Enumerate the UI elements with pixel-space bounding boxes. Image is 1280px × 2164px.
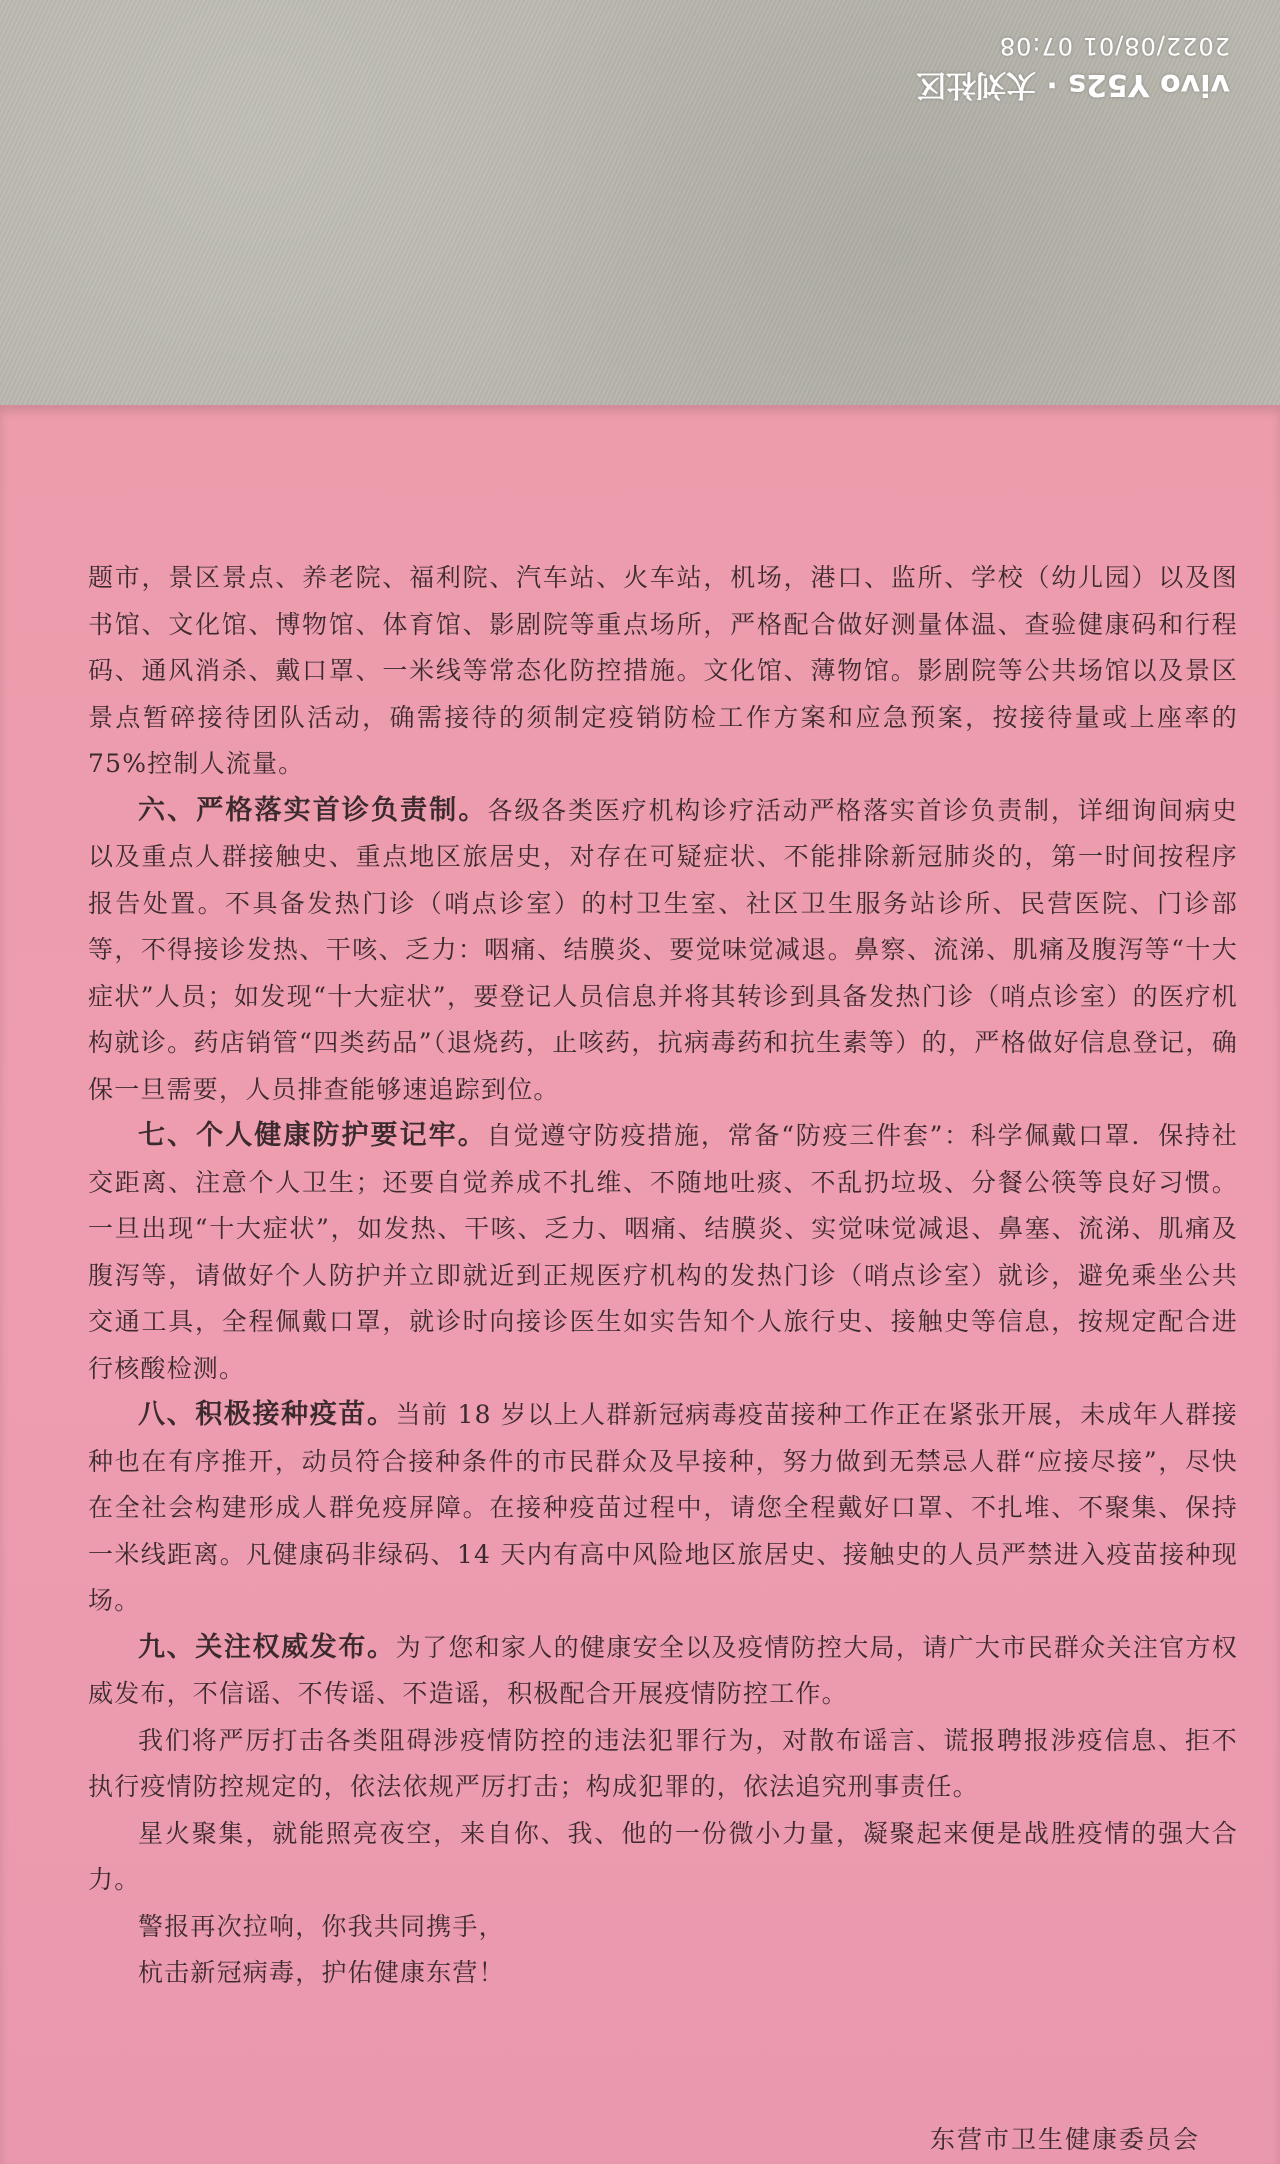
section-6 xyxy=(88,788,1238,1114)
watermark-datetime: 2022/08/01 07:08 xyxy=(998,32,1230,60)
section-8-body: 当前 18 岁以上人群新冠病毒疫苗接种工作正在紧张开展，未成年人群接种也在有序推开，动员符合接种条件的市民群众及早接种，努力做到无禁忌人群“应接尽接”，尽快在全社会构建形成人群免疫屏障。在接种疫苗过程中，请您全程戴好口罩、不扎堆、不聚集、保持一米线距离。凡健康码非绿码、14 天内有高中风险地区旅居史、接触史的人员严禁进入疫苗接种现场。 xyxy=(88,1400,1238,1615)
closing-line-4: 杭击新冠病毒，护佑健康东营！ xyxy=(138,1958,505,1987)
notice-paper xyxy=(0,405,1280,2164)
closing-paragraph-2: 星火聚集，就能照亮夜空，来自你、我、他的一份微小力量，凝聚起来便是战胜疫情的强大合力。 xyxy=(88,1818,1238,1894)
section-6-body: 各级各类医疗机构诊疗活动严格落实首诊负责制，详细询间病史以及重点人群接触史、重点地区旅居史，对存在可疑症状、不能排除新冠肺炎的，第一时间按程序报告处置。不具备发热门诊（哨点诊室）的村卫生室、社区卫生服务站诊所、民营医院、门诊部等，不得接诊发热、干咳、乏力：咽痛、结膜炎、要觉味觉减退。鼻察、流涕、肌痛及腹泻等“十大症状”人员；如发现“十大症状”，要登记人员信息并将其转诊到具备发热门诊（哨点诊室）的医疗机构就诊。药店销管“四类药品”（退烧药，止咳药，抗病毒药和抗生素等）的，严格做好信息登记，确保一旦需要，人员排查能够速追踪到位。 xyxy=(88,795,1239,1104)
section-9-heading: 九、关注权威发布。 xyxy=(138,1631,396,1663)
section-8 xyxy=(88,1392,1238,1625)
section-9 xyxy=(88,1625,1238,1718)
section-6-heading: 六、严格落实首诊负责制。 xyxy=(138,794,488,826)
section-8-heading: 八、积极接种疫苗。 xyxy=(138,1399,396,1430)
section-7 xyxy=(88,1113,1238,1392)
watermark-device: vivo Y52s · 太刘社区 xyxy=(915,67,1230,102)
section-7-body: 自觉遵守防疫措施，常备“防疫三件套”：科学佩戴口罩．保持社交距离、注意个人卫生；还要自觉养成不扎维、不随地吐痰、不乱扔垃圾、分餐公筷等良好习惯。一旦出现“十大症状”，如发热、干咳、乏力、咽痛、结膜炎、实觉味觉减退、鼻塞、流涕、肌痛及腹泻等，请做好个人防护并立即就近到正规医疗机构的发热门诊（哨点诊室）就诊，避免乘坐公共交通工具，全程佩戴口罩，就诊时向接诊医生如实告知个人旅行史、接触史等信息，按规定配合进行核酸检测。 xyxy=(88,1121,1238,1383)
closing-line-3: 警报再次拉响，你我共同携手， xyxy=(138,1911,505,1941)
photo-watermark xyxy=(870,28,1230,104)
continuation-paragraph: 题市，景区景点、养老院、福利院、汽车站、火车站，机场，港口、监所、学校（幼儿园）以及图书馆、文化馆、博物馆、体育馆、影剧院等重点场所，严格配合做好测量体温、查验健康码和行程码、通风消杀、戴口罩、一米线等常态化防控措施。文化馆、薄物馆。影剧院等公共场馆以及景区景点暂碎接待团队活动，确需接待的须制定疫销防检工作方案和应急预案，按接待量或上座率的75%控制人流量。 xyxy=(88,563,1238,778)
section-7-heading: 七、个人健康防护要记牢。 xyxy=(138,1120,487,1151)
issuer-signature: 东营市卫生健康委员会 xyxy=(929,2125,1200,2154)
closing-paragraph-1: 我们将严厉打击各类阻碍涉疫情防控的违法犯罪行为，对散布谣言、谎报聘报涉疫信息、拒不执行疫情防控规定的，依法依规严厉打击；构成犯罪的，依法追究刑事责任。 xyxy=(88,1725,1238,1801)
notice-text xyxy=(88,555,1238,1997)
section-9-body: 为了您和家人的健康安全以及疫情防控大局，请广大市民群众关注官方权威发布，不信谣、不传谣、不造谣，积极配合开展疫情防控工作。 xyxy=(88,1632,1239,1708)
